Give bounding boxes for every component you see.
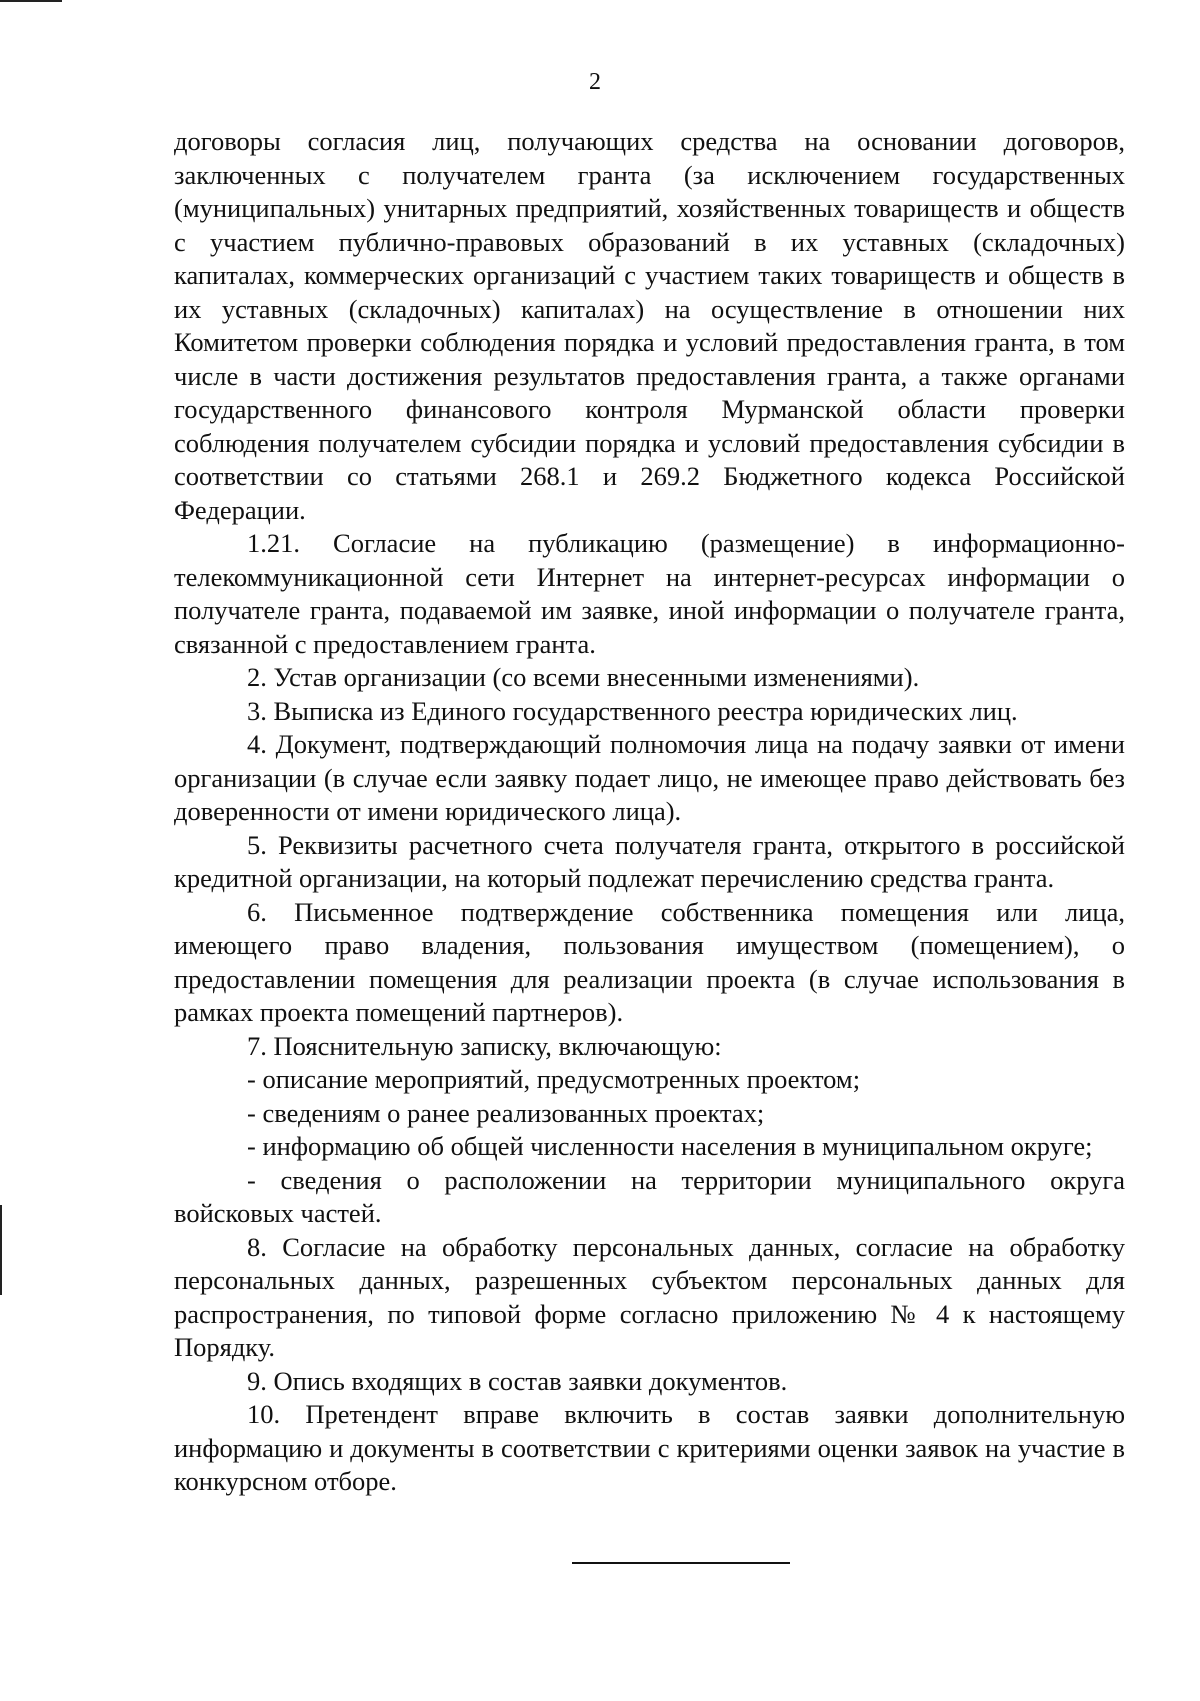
- paragraph-item-6: 6. Письменное подтверждение собственника помещения или лица, имеющего право владения, пользования имуществом (помещением), о предоставлении помещения для реализации проекта (в случае использования в рамках проекта помещений партнеров).: [174, 896, 1125, 1027]
- paragraph-item-5: 5. Реквизиты расчетного счета получателя гранта, открытого в российской кредитной организации, на который подлежат перечислению средства гранта.: [174, 829, 1125, 893]
- scan-edge-mark-top: [0, 0, 62, 2]
- list-item-military-units: - сведения о расположении на территории муниципального округа войсковых частей.: [174, 1164, 1125, 1228]
- scan-edge-mark-left: [0, 1205, 2, 1295]
- paragraph-item-9: 9. Опись входящих в состав заявки документов.: [247, 1365, 788, 1396]
- paragraph-item-7: 7. Пояснительную записку, включающую:: [247, 1030, 722, 1061]
- document-body: [174, 125, 1125, 1499]
- paragraph-item-1-21: 1.21. Согласие на публикацию (размещение) в информационно-телекоммуникационной сети Интернет на интернет-ресурсах информации о получателе гранта, подаваемой им заявке, иной информации о получателе гранта, связанной с предоставлением гранта.: [174, 528, 1125, 659]
- list-item-previous-projects: - сведениям о ранее реализованных проектах;: [247, 1097, 765, 1128]
- paragraph-item-8: 8. Согласие на обработку персональных данных, согласие на обработку персональных данных, разрешенных субъектом персональных данных для распространения, по типовой форме согласно приложению № 4 к настоящему Порядку.: [174, 1231, 1125, 1362]
- end-of-document-rule: [572, 1562, 790, 1564]
- paragraph-item-4: 4. Документ, подтверждающий полномочия лица на подачу заявки от имени организации (в случае если заявку подает лицо, не имеющее право действовать без доверенности от имени юридического лица).: [174, 729, 1125, 826]
- list-item-description: - описание мероприятий, предусмотренных проектом;: [247, 1064, 861, 1094]
- paragraph-continuation: договоры согласия лиц, получающих средства на основании договоров, заключенных с получателем гранта (за исключением государственных (муниципальных) унитарных предприятий, хозяйственных товариществ и обществ с участием публично-правовых образований в их уставных (складочных) капиталах, коммерческих организаций с участием таких товариществ и обществ в их уставных (складочных) капиталах) на осуществление в отношении них Комитетом проверки соблюдения порядка и условий предоставления гранта, в том числе в части достижения результатов предоставления гранта, а также органами государственного финансового контроля Мурманской области проверки соблюдения получателем субсидии порядка и условий предоставления субсидии в соответствии со статьями 268.1 и 269.2 Бюджетного кодекса Российской Федерации.: [174, 126, 1125, 525]
- list-item-population: - информацию об общей численности населения в муниципальном округе;: [247, 1131, 1093, 1161]
- page-number: 2: [589, 69, 601, 95]
- paragraph-item-3: 3. Выписка из Единого государственного реестра юридических лиц.: [247, 695, 1018, 726]
- paragraph-item-10: 10. Претендент вправе включить в состав заявки дополнительную информацию и документы в соответствии с критериями оценки заявок на участие в конкурсном отборе.: [174, 1399, 1125, 1496]
- paragraph-item-2: 2. Устав организации (со всеми внесенными изменениями).: [247, 662, 920, 692]
